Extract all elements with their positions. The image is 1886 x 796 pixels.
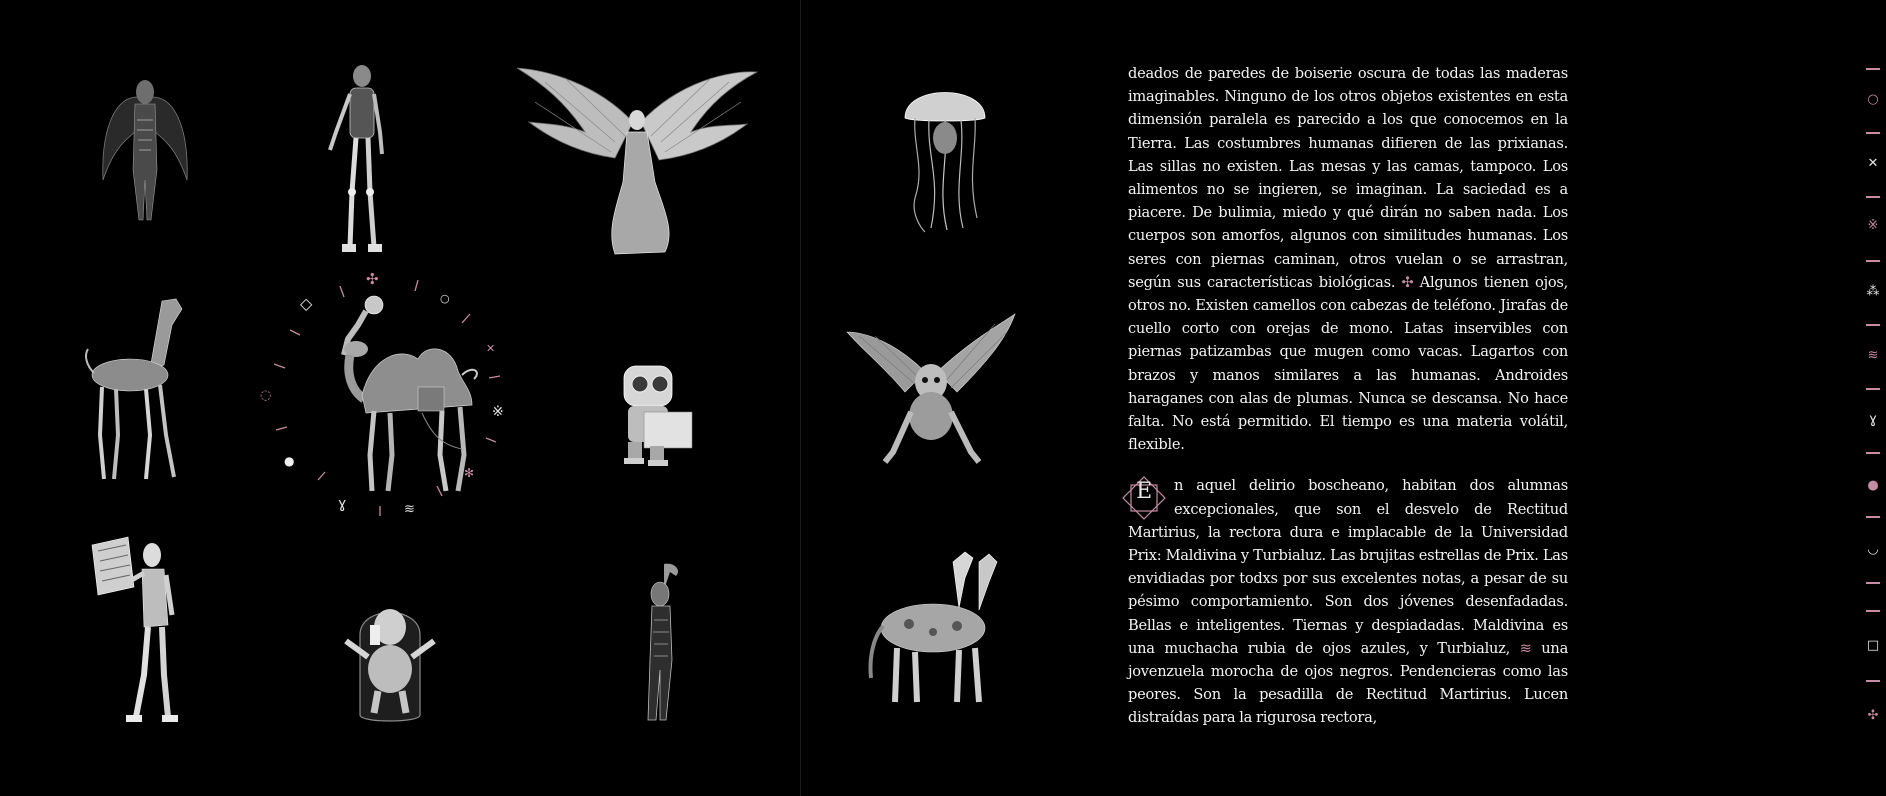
boxy-robot-figure — [610, 362, 700, 467]
winged-monkey-figure — [845, 312, 1017, 482]
paragraph-2 — [1128, 474, 1568, 729]
ring-symbol-star: ✻ — [464, 466, 475, 480]
ring-symbol-gamma: ɣ — [338, 496, 347, 512]
winged-angel-figure — [515, 62, 760, 262]
paragraph-1-plus-icon: ✣ — [1401, 273, 1414, 291]
ornament-dash — [1866, 452, 1880, 454]
long-legged-giraffe-figure — [80, 295, 195, 485]
ornament-dash — [1866, 68, 1880, 70]
ornament-dash — [1866, 610, 1880, 612]
dropcap-letter: E — [1136, 479, 1152, 505]
slender-dark-figure — [630, 560, 690, 725]
paragraph-2-text-b: una jovenzuela morocha de ojos negros. Pendencieras como las peores. Son la pesadilla de Rectitud Martirius. Lucen distraídas para la rigurosa rectora, — [1128, 639, 1569, 727]
crescent-ornament-icon: ◡ — [1867, 542, 1879, 557]
paragraph-2-text-a: n aquel delirio boscheano, habitan dos alumnas excepcionales, que son el desvelo de Rectitud Martirius, la rectora dura e implacable de la Universidad Prix: Maldivina y Turbialuz. Las brujitas estrellas de Prix. Las envidiadas por todxs por sus excelentes notas, a pesar de su pésimo comportamiento. Son dos jóvenes desenfadadas. Bellas e inteligentes. Tiernas y despiadadas. Maldivina es una muchacha rubia de ojos azules, y Turbialuz, — [1128, 477, 1568, 657]
ornament-dash — [1866, 132, 1880, 134]
ornament-dash — [1866, 680, 1880, 682]
waves-ornament-icon: ≋ — [1867, 348, 1879, 363]
ornament-dash — [1866, 324, 1880, 326]
ring-symbol-diamond: ◇ — [300, 294, 313, 313]
cross-ornament-icon: ✕ — [1867, 156, 1879, 171]
plus-ornament-icon: ✣ — [1867, 708, 1879, 723]
stars-ornament-icon: ⁂ — [1866, 284, 1880, 299]
ring-symbol-cross: ✕ — [486, 342, 496, 355]
ornament-dash — [1866, 516, 1880, 518]
dropcap-frame — [1122, 476, 1166, 516]
paragraph-1-text-a: deados de paredes de boiserie oscura de todas las maderas imaginables. Ninguno de los otros objetos existentes en esta dimensión paralela es parecido a los que conocemos en la Tierra. Las costumbres humanas difieren de las prixianas. Las sillas no existen. Las mesas y las camas, tampoco. Los alimentos no se ingieren, se imaginan. La saciedad es a piacere. De bulimia, miedo y qué dirán no saben nada. Los cuerpos son amorfos, algunos con similitudes humanas. Los seres con piernas caminan, otros vuelan o se arrastran, según sus características biológicas. — [1128, 65, 1568, 291]
asterism-ornament-icon: ※ — [1867, 218, 1879, 233]
ornament-dash — [1866, 582, 1880, 584]
ring-symbol-plus: ✣ — [366, 270, 379, 288]
left-page — [0, 0, 800, 796]
ornament-dash — [1866, 196, 1880, 198]
ring-symbol-circle: ○ — [440, 292, 450, 305]
ring-symbol-waves: ≋ — [404, 502, 415, 517]
winged-skeleton-figure — [95, 70, 195, 235]
ornament-dash — [1866, 388, 1880, 390]
baby-capsule-figure — [340, 585, 440, 725]
jellyfish-figure — [895, 78, 995, 236]
ornament-column — [1862, 60, 1886, 740]
paragraph-1-text-b: Algunos tienen ojos, otros no. Existen camellos con cabezas de teléfono. Jirafas de cuello corto con orejas de mono. Latas inservibles con piernas patizambas que mugen como vacas. Lagartos con brazos y manos similares a las humanas. Androides haraganes con alas de plumas. Nunca se descansa. No hace falta. No está permitido. El tiempo es una materia volátil, flexible. — [1128, 273, 1569, 454]
circle-ornament-icon: ○ — [1867, 92, 1879, 107]
ring-symbol-dot: ● — [284, 454, 295, 468]
dot-ornament-icon: ● — [1867, 478, 1879, 493]
two-headed-horse-figure — [861, 548, 1003, 708]
square-ornament-icon: □ — [1866, 638, 1880, 653]
robot-skeleton-figure — [322, 62, 392, 257]
body-text — [1128, 62, 1568, 730]
paragraph-1 — [1128, 62, 1568, 456]
gamma-ornament-icon: ɣ — [1869, 412, 1877, 427]
android-with-tablet-figure — [88, 535, 178, 725]
ring-symbol-crescent: ◌ — [260, 388, 272, 403]
ornament-dash — [1866, 260, 1880, 262]
telephone-camel-figure — [322, 295, 497, 495]
paragraph-2-waves-icon: ≋ — [1519, 639, 1532, 657]
ring-symbol-asterism: ※ — [492, 404, 504, 420]
